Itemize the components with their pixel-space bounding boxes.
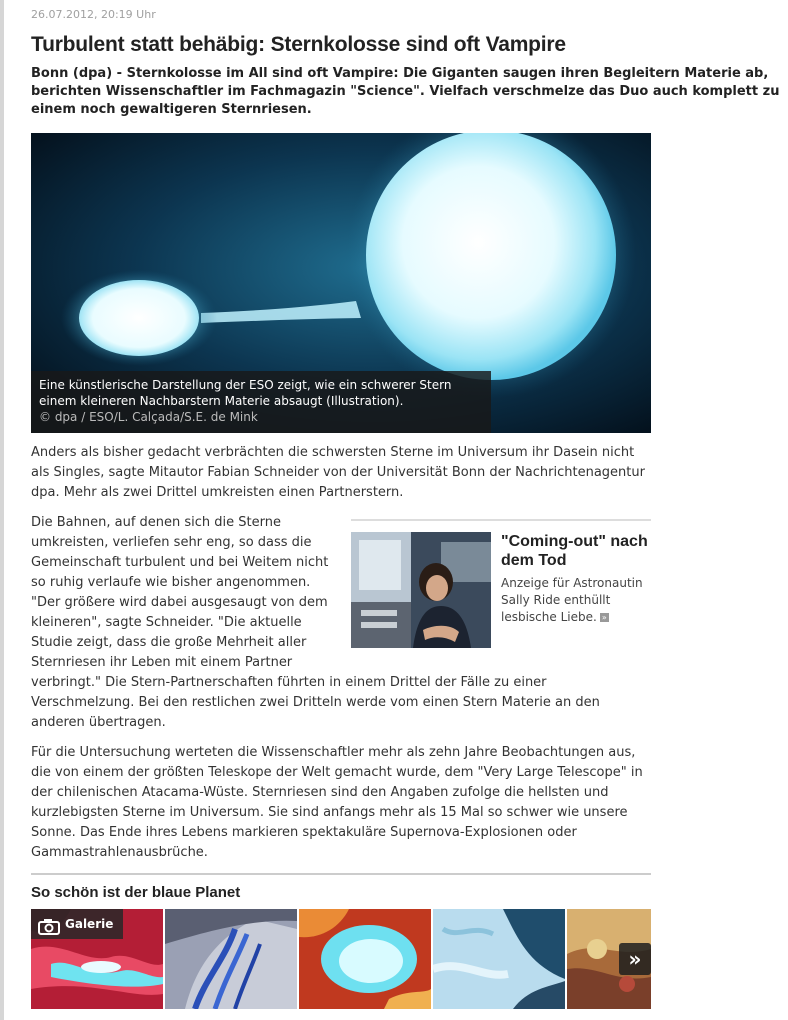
related-article-teaser[interactable] <box>351 519 651 651</box>
more-arrow-icon[interactable]: » <box>600 613 609 622</box>
teaser-text[interactable] <box>501 575 651 626</box>
teaser-image[interactable] <box>351 532 491 648</box>
teaser-title[interactable]: "Coming-out" nach dem Tod <box>501 533 648 569</box>
gallery-next-button[interactable] <box>619 943 651 975</box>
gallery-divider <box>31 873 651 875</box>
gallery-thumbnail[interactable] <box>299 909 431 1009</box>
chevron-right-double-icon: » <box>628 947 642 971</box>
gallery-thumbnails <box>31 909 651 1009</box>
article-paragraph: verbringt." Die Stern-Partnerschaften führten in einem Drittel der Fälle zu einer Verschmelzung. Bei den restlichen zwei Dritteln werde vom einen Stern Materie an den anderen übertragen. <box>31 675 600 730</box>
article-date: 26.07.2012, 20:19 Uhr <box>31 8 156 21</box>
hero-credit: © dpa / ESO/L. Calçada/S.E. de Mink <box>39 410 258 424</box>
teaser-text-label: Anzeige für Astronautin Sally Ride enthüllt lesbische Liebe. <box>501 576 643 624</box>
article-paragraph: Für die Untersuchung werteten die Wissenschaftler mehr als zehn Jahre Beobachtungen aus, die von einem der größten Teleskope der Welt gemacht wurde, dem "Very Large Telescope" in der chilenischen Atacama-Wüste. Sternriesen sind den Angaben zufolge die hellsten und kurzlebigsten Sterne im Universum. Sie sind anfangs mehr als 15 Mal so schwer wie unsere Sonne. Das Ende ihres Lebens markieren spektakuläre Supernova-Explosionen oder Gammastrahlenausbrüche. <box>31 745 643 860</box>
gallery-title[interactable]: So schön ist der blaue Planet <box>31 884 241 901</box>
article-paragraph: Anders als bisher gedacht verbrächten die schwersten Sterne im Universum ihr Dasein nicht als Singles, sagte Mitautor Fabian Schneider von der Universität Bonn der Nachrichtenagentur dpa. Mehr als zwei Drittel umkreisten einen Partnerstern. <box>31 445 645 500</box>
article-lead: Bonn (dpa) - Sternkolosse im All sind oft Vampire: Die Giganten saugen ihren Begleitern Materie ab, berichten Wissenschaftler im Fachmagazin "Science". Vielfach verschmelze das Duo auch komplett zu einem noch gewaltigeren Sternriesen. <box>31 66 780 117</box>
hero-image[interactable] <box>31 133 651 433</box>
gallery-badge-label: Galerie <box>65 917 114 931</box>
gallery-badge[interactable] <box>31 909 123 939</box>
gallery-thumbnail[interactable] <box>433 909 565 1009</box>
camera-icon <box>38 916 60 946</box>
left-border <box>0 0 4 1020</box>
article-paragraph-wrapped: Die Bahnen, auf denen sich die Sterne umkreisten, verliefen sehr eng, so dass die Gemeinschaft turbulent und bei Weitem nicht so ruhig verlaufe wie bisher angenommen. "Der größere wird dabei ausgesaugt von dem kleineren", sagte Schneider. "Die aktuelle Studie zeigt, dass die große Mehrheit aller Sternriesen ihr Leben mit einem Partner <box>31 515 329 670</box>
hero-caption-text: Eine künstlerische Darstellung der ESO zeigt, wie ein schwerer Stern einem kleineren Nachbarstern Materie absaugt (Illustration). <box>39 378 452 408</box>
article-headline: Turbulent statt behäbig: Sternkolosse sind oft Vampire <box>31 33 566 56</box>
hero-caption <box>31 371 491 433</box>
gallery-thumbnail[interactable] <box>165 909 297 1009</box>
